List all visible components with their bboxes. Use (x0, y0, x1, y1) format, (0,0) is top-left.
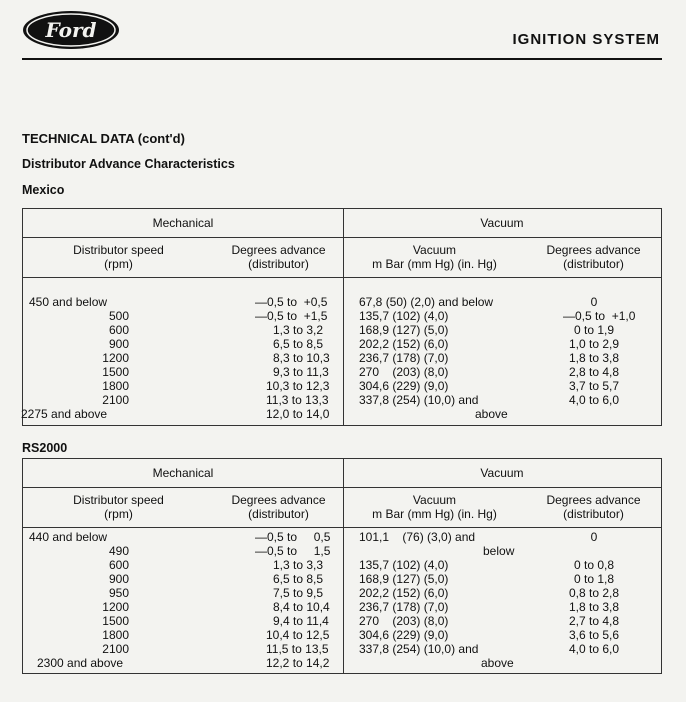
vacuum-degrees-header: Degrees advance (distributor) (526, 487, 661, 528)
table-row: 2100 11,5 to 13,5 337,8 (254) (10,0) and 4,0 to 6,0 (102, 642, 620, 656)
distributor-speed-header: Distributor speed (rpm) (23, 237, 214, 278)
degrees-advance-header: Degrees advance (distributor) (214, 237, 344, 278)
mechanical-group-header: Mechanical (23, 209, 344, 238)
table-row: 1800 10,4 to 12,5 304,6 (229) (9,0) 3,6 to 5,6 (102, 628, 620, 642)
header-divider (22, 58, 662, 60)
technical-data-heading: TECHNICAL DATA (cont'd) (22, 131, 185, 146)
ford-logo (22, 10, 120, 50)
logo-text: Ford (45, 18, 97, 42)
table-row: 490 —0,5 to 1,5 below (108, 544, 515, 558)
table-row: 1200 8,4 to 10,4 236,7 (178) (7,0) 1,8 to 3,8 (102, 600, 620, 614)
table-row: 1500 9,3 to 11,3 270 (203) (8,0) 2,8 to 4,8 (102, 365, 620, 379)
mechanical-group-header: Mechanical (23, 459, 344, 488)
table-row: 950 7,5 to 9,5 202,2 (152) (6,0) 0,8 to 2,8 (108, 586, 620, 600)
table-row: 600 1,3 to 3,3 135,7 (102) (4,0) 0 to 0,8 (108, 558, 615, 572)
table-row: 1800 10,3 to 12,3 304,6 (229) (9,0) 3,7 to 5,7 (102, 379, 620, 393)
degrees-advance-header: Degrees advance (distributor) (214, 487, 344, 528)
table-row: 900 6,5 to 8,5 202,2 (152) (6,0) 1,0 to 2,9 (108, 337, 620, 351)
rs2000-heading: RS2000 (22, 441, 68, 455)
vacuum-group-header: Vacuum (343, 459, 661, 488)
table-row: 450 and below —0,5 to +0,5 67,8 (50) (2,0) and below 0 (29, 295, 598, 309)
vacuum-group-header: Vacuum (343, 209, 661, 238)
table-row: 440 and below —0,5 to 0,5 101,1 (76) (3,0) and 0 (29, 530, 598, 544)
vacuum-header: Vacuum m Bar (mm Hg) (in. Hg) (343, 237, 526, 278)
table-row: 2300 and above 12,2 to 14,2 above (37, 656, 514, 670)
table-row: 1500 9,4 to 11,4 270 (203) (8,0) 2,7 to 4,8 (102, 614, 620, 628)
table-row: 600 1,3 to 3,2 168,9 (127) (5,0) 0 to 1,9 (108, 323, 615, 337)
distributor-speed-header: Distributor speed (rpm) (23, 487, 214, 528)
table-row: 500 —0,5 to +1,5 135,7 (102) (4,0) —0,5 to +1,0 (108, 309, 636, 323)
rs2000-table (22, 458, 662, 674)
vacuum-header: Vacuum m Bar (mm Hg) (in. Hg) (343, 487, 526, 528)
section-title: IGNITION SYSTEM (512, 31, 660, 48)
table-row: 1200 8,3 to 10,3 236,7 (178) (7,0) 1,8 to 3,8 (102, 351, 620, 365)
table-row: 2100 11,3 to 13,3 337,8 (254) (10,0) and 4,0 to 6,0 (102, 393, 620, 407)
vacuum-degrees-header: Degrees advance (distributor) (526, 237, 661, 278)
table-row: 900 6,5 to 8,5 168,9 (127) (5,0) 0 to 1,8 (108, 572, 615, 586)
mexico-table (22, 208, 662, 426)
table-row: 2275 and above 12,0 to 14,0 above (21, 407, 508, 421)
mexico-heading: Mexico (22, 183, 65, 197)
advance-characteristics-heading: Distributor Advance Characteristics (22, 157, 235, 171)
